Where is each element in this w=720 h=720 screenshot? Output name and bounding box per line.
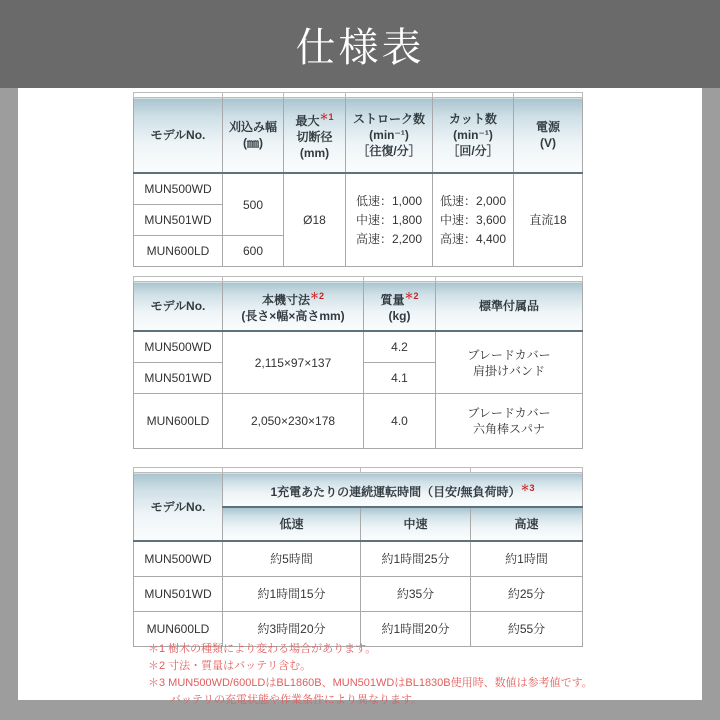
table-row <box>134 173 583 205</box>
col-weight: 質量$^{*2}$ (kg) <box>364 282 436 332</box>
model-cell: MUN501WD <box>134 363 223 394</box>
runtime-high-cell: 約1時間 <box>471 541 583 577</box>
dims-cell: 2,050×230×178 <box>223 394 364 449</box>
runtime-mid-cell: 約1時間20分 <box>361 612 471 647</box>
runtime-low-cell: 約5時間 <box>223 541 361 577</box>
runtime-low-cell: 約1時間15分 <box>223 577 361 612</box>
col-accessories: 標準付属品 <box>436 282 583 332</box>
footnote-3: ＊3 MUN500WD/600LDはBL1860B、MUN501WDはBL1830B使用時、数値は参考値です。 <box>148 677 593 689</box>
table-row <box>134 541 583 577</box>
col-power: 電源 (V) <box>514 98 583 174</box>
runtime-title: 1充電あたりの連続運転時間（目安/無負荷時）$^{*3}$ <box>223 473 583 508</box>
footnotes <box>148 641 593 709</box>
table-row <box>134 331 583 363</box>
footnote-3-continued: バッテリの充電状態や作業条件により異なります。 <box>170 694 423 706</box>
model-cell: MUN500WD <box>134 173 223 205</box>
dimensions-table <box>133 276 583 449</box>
content-panel <box>18 88 702 706</box>
accessories-cell: ブレードカバー 肩掛けバンド <box>436 331 583 394</box>
cuts-cell: 低速：2,000 中速：3,600 高速：4,400 <box>433 173 514 267</box>
col-max-cut-diameter: 最大$^{*1}$ 切断径 (mm) <box>284 98 346 174</box>
accessories-cell: ブレードカバー 六角棒スパナ <box>436 394 583 449</box>
model-cell: MUN600LD <box>134 394 223 449</box>
dims-header-row <box>134 282 583 332</box>
model-cell: MUN500WD <box>134 541 223 577</box>
specs-table <box>133 92 583 267</box>
dims-cell: 2,115×97×137 <box>223 331 364 394</box>
col-model: モデルNo. <box>134 98 223 174</box>
footnote-marker-3: ＊3 <box>520 482 535 493</box>
page-title: 仕様表 <box>295 25 425 70</box>
max-cut-cell: Ø18 <box>284 173 346 267</box>
col-speed-low: 低速 <box>223 507 361 541</box>
col-cutting-width: 刈込み幅 (㎜) <box>223 98 284 174</box>
footnote-marker-2: ＊2 <box>310 291 325 301</box>
footnote-2: ＊2 寸法・質量はバッテリ含む。 <box>148 660 312 672</box>
col-speed-mid: 中速 <box>361 507 471 541</box>
strokes-cell: 低速：1,000 中速：1,800 高速：2,200 <box>346 173 433 267</box>
col-cuts: カット数 (min⁻¹) ［回/分］ <box>433 98 514 174</box>
cutting-width-cell: 500 <box>223 173 284 236</box>
weight-cell: 4.2 <box>364 331 436 363</box>
runtime-title-row <box>134 473 583 508</box>
power-cell: 直流18 <box>514 173 583 267</box>
runtime-mid-cell: 約35分 <box>361 577 471 612</box>
col-body-dimensions: 本機寸法$^{*2}$ (長さ×幅×高さmm) <box>223 282 364 332</box>
col-model: モデルNo. <box>134 282 223 332</box>
model-cell: MUN600LD <box>134 612 223 647</box>
footnote-marker-2: ＊2 <box>404 291 419 301</box>
footnote-marker-1: ＊1 <box>319 112 334 122</box>
weight-cell: 4.0 <box>364 394 436 449</box>
col-strokes: ストローク数 (min⁻¹) ［往復/分］ <box>346 98 433 174</box>
table-row <box>134 394 583 449</box>
table-row <box>134 577 583 612</box>
weight-cell: 4.1 <box>364 363 436 394</box>
runtime-mid-cell: 約1時間25分 <box>361 541 471 577</box>
runtime-high-cell: 約55分 <box>471 612 583 647</box>
col-model: モデルNo. <box>134 473 223 542</box>
runtime-low-cell: 約3時間20分 <box>223 612 361 647</box>
runtime-table <box>133 467 583 647</box>
footnote-1: ＊1 樹木の種類により変わる場合があります。 <box>148 643 377 655</box>
model-cell: MUN500WD <box>134 331 223 363</box>
model-cell: MUN501WD <box>134 205 223 236</box>
cutting-width-cell: 600 <box>223 236 284 267</box>
col-speed-high: 高速 <box>471 507 583 541</box>
title-band <box>0 0 720 88</box>
model-cell: MUN501WD <box>134 577 223 612</box>
runtime-high-cell: 約25分 <box>471 577 583 612</box>
model-cell: MUN600LD <box>134 236 223 267</box>
specs-header-row <box>134 98 583 174</box>
